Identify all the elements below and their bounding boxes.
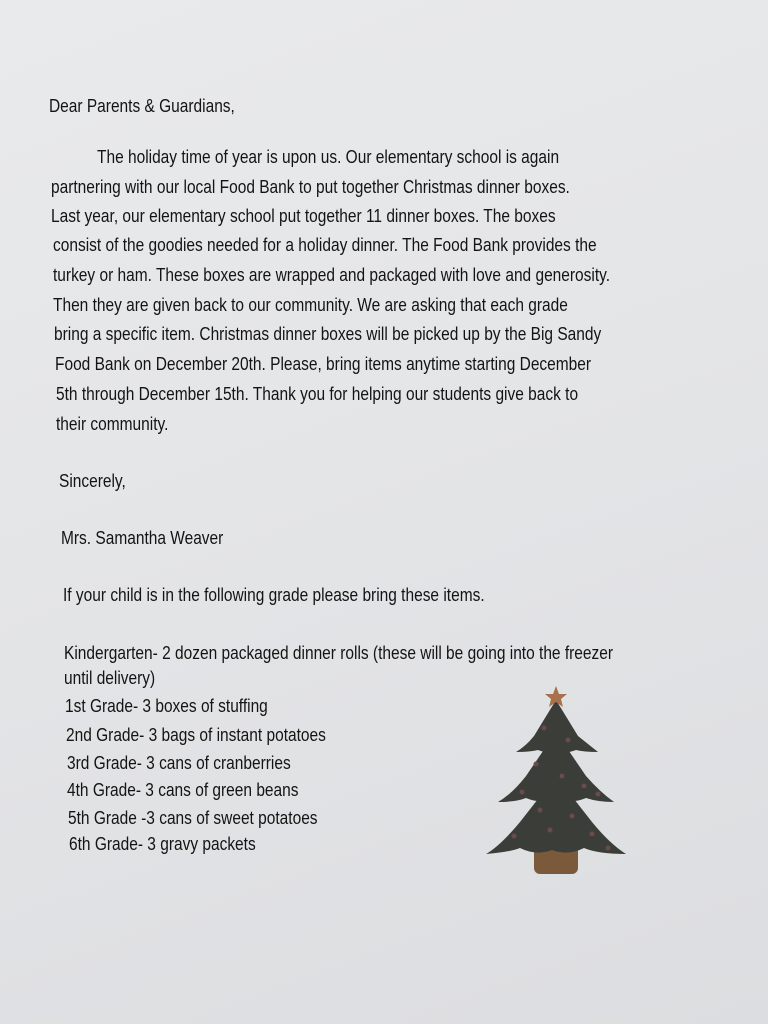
closing: Sincerely,: [59, 471, 126, 491]
list-item: until delivery): [64, 668, 156, 688]
body-line: Then they are given back to our community. We are asking that each grade: [53, 295, 568, 315]
instruction-heading: If your child is in the following grade please bring these items.: [63, 585, 485, 605]
tree-top-tier: [516, 700, 598, 753]
christmas-tree-icon: [480, 684, 632, 878]
body-line: their community.: [56, 414, 169, 434]
signature-name: Mrs. Samantha Weaver: [61, 528, 224, 548]
list-item: Kindergarten- 2 dozen packaged dinner rolls (these will be going into the freezer: [64, 643, 614, 663]
body-line: Food Bank on December 20th. Please, bring items anytime starting December: [55, 354, 592, 374]
body-line: partnering with our local Food Bank to put together Christmas dinner boxes.: [51, 177, 570, 197]
list-item: 2nd Grade- 3 bags of instant potatoes: [66, 725, 326, 745]
list-item: 5th Grade -3 cans of sweet potatoes: [68, 808, 318, 828]
body-line: turkey or ham. These boxes are wrapped and packaged with love and generosity.: [53, 265, 611, 285]
body-line: The holiday time of year is upon us. Our elementary school is again: [97, 147, 560, 167]
body-line: consist of the goodies needed for a holiday dinner. The Food Bank provides the: [53, 235, 597, 255]
list-item: 3rd Grade- 3 cans of cranberries: [67, 753, 291, 773]
list-item: 4th Grade- 3 cans of green beans: [67, 780, 299, 800]
body-line: Last year, our elementary school put together 11 dinner boxes. The boxes: [51, 206, 556, 226]
list-item: 6th Grade- 3 gravy packets: [69, 834, 256, 854]
body-line: bring a specific item. Christmas dinner boxes will be picked up by the Big Sandy: [54, 324, 602, 344]
salutation: Dear Parents & Guardians,: [49, 96, 235, 116]
list-item: 1st Grade- 3 boxes of stuffing: [65, 696, 268, 716]
body-line: 5th through December 15th. Thank you for helping our students give back to: [56, 384, 579, 404]
